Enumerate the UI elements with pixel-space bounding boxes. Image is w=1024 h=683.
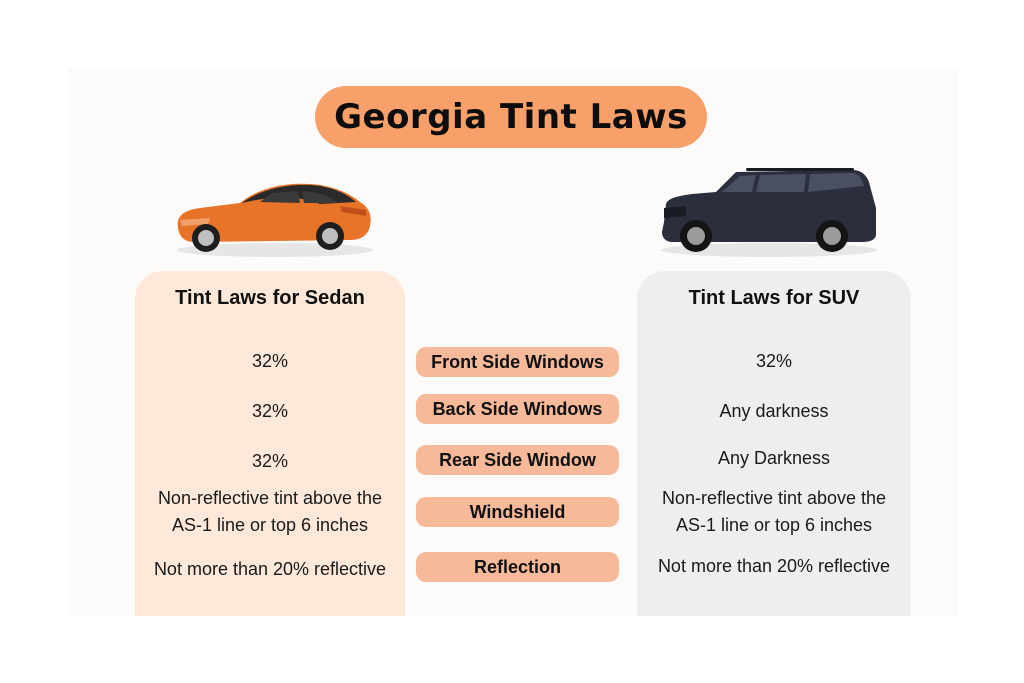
- category-windshield: Windshield: [416, 497, 619, 527]
- suv-reflection-value: Not more than 20% reflective: [657, 555, 891, 576]
- page-title: Georgia Tint Laws: [334, 97, 688, 137]
- suv-windshield-value: Non-reflective tint above the AS-1 line or top 6 inches: [661, 488, 887, 535]
- suv-front-side-value: 32%: [755, 350, 793, 371]
- category-front-side-windows: Front Side Windows: [416, 347, 619, 377]
- suv-heading: Tint Laws for SUV: [688, 287, 860, 309]
- dark-suv-car-icon: [656, 164, 882, 260]
- sedan-reflection-value: Not more than 20% reflective: [153, 558, 387, 579]
- sedan-back-side-value: 32%: [251, 400, 289, 421]
- category-rear-side-window: Rear Side Window: [416, 445, 619, 475]
- title-banner: [315, 86, 707, 148]
- suv-rear-window-value: Any Darkness: [717, 447, 831, 468]
- orange-sedan-car-icon: [170, 176, 376, 260]
- sedan-heading: Tint Laws for Sedan: [175, 287, 365, 309]
- suv-back-side-value: Any darkness: [719, 400, 829, 421]
- sedan-column: [135, 271, 405, 616]
- sedan-rear-window-value: 32%: [251, 450, 289, 471]
- suv-column: [637, 271, 911, 616]
- sedan-front-side-value: 32%: [251, 350, 289, 371]
- category-reflection: Reflection: [416, 552, 619, 582]
- category-back-side-windows: Back Side Windows: [416, 394, 619, 424]
- sedan-windshield-value: Non-reflective tint above the AS-1 line or top 6 inches: [157, 488, 383, 535]
